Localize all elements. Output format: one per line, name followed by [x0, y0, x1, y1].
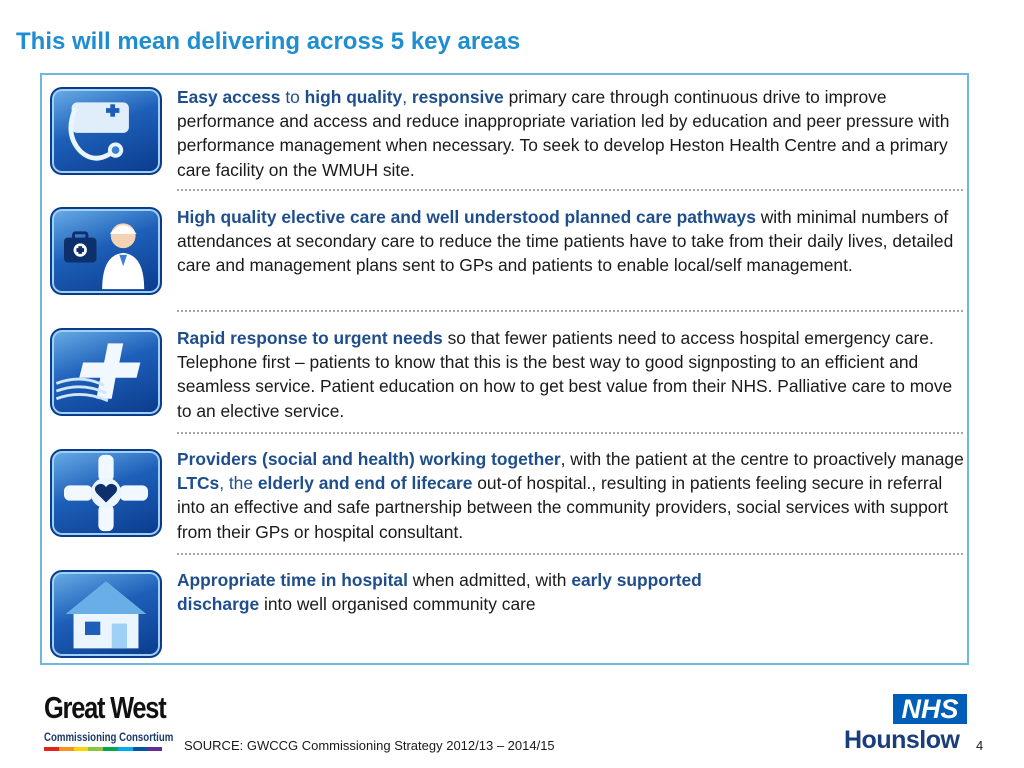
- body-text: primary care through continuous drive to improve performance and access and reduce inappropriate variation led by education and peer pressure with performance management when necessary. To seek to develop Heston Health Centre and a primary care facility on the WMUH site.: [177, 87, 950, 180]
- area-text-2: [177, 205, 967, 278]
- page-title: This will mean delivering across 5 key areas: [16, 28, 521, 55]
- highlight-text: early supported: [571, 570, 702, 590]
- highlight-text: high quality: [304, 87, 403, 107]
- area-text-1: [177, 85, 967, 182]
- page-number: 4: [976, 738, 984, 753]
- stethoscope-icon: [50, 87, 162, 175]
- body-text: into well organised community care: [259, 594, 536, 615]
- body-text: , the: [219, 473, 258, 494]
- color-bar-segment: [133, 747, 148, 751]
- body-text: ,: [402, 87, 412, 107]
- hands-heart-icon: [50, 449, 162, 537]
- nhs-org-name: Hounslow: [844, 726, 960, 754]
- highlight-text: Appropriate time in hospital: [177, 570, 408, 590]
- area-text-3: [177, 326, 967, 423]
- doctor-kit-icon: [50, 207, 162, 295]
- color-bar-segment: [118, 747, 133, 751]
- color-bar-segment: [88, 747, 103, 751]
- highlight-text: High quality elective care and well understood planned care pathways: [177, 207, 756, 227]
- color-bar-segment: [103, 747, 118, 751]
- highlight-text: elderly and end of lifecare: [257, 473, 473, 494]
- color-bar-segment: [44, 747, 59, 751]
- body-text: when admitted, with: [407, 570, 572, 590]
- great-west-logo: [44, 692, 174, 762]
- highlight-text: Easy access: [177, 87, 281, 107]
- body-text: to: [280, 87, 305, 107]
- great-west-title: Great West: [44, 690, 166, 725]
- highlight-text: Rapid response to urgent needs: [177, 328, 443, 348]
- divider: [177, 553, 963, 555]
- great-west-color-bar: [44, 747, 162, 751]
- body-text: , with the patient at the centre to proactively manage: [560, 449, 964, 469]
- color-bar-segment: [59, 747, 74, 751]
- highlight-text: discharge: [177, 594, 260, 615]
- highlight-text: LTCs: [177, 473, 220, 494]
- color-bar-segment: [147, 747, 162, 751]
- key-areas-panel: [40, 73, 969, 665]
- medical-cross-icon: [50, 328, 162, 416]
- house-icon: [50, 570, 162, 658]
- nhs-logo: NHS: [893, 694, 967, 724]
- great-west-subtitle: Commissioning Consortium: [44, 732, 174, 744]
- divider: [177, 310, 963, 312]
- area-text-5: [177, 568, 967, 616]
- body-text: with minimal numbers of attendances at secondary care to reduce the time patients have to take from their daily lives, detailed care and management plans sent to GPs and patients to enable local/self management.: [177, 207, 954, 276]
- highlight-text: Providers (social and health) working together: [177, 449, 561, 469]
- divider: [177, 432, 963, 434]
- body-text: out-of hospital., resulting in patients feeling secure in referral into an effective and safe partnership between the community providers, social services with support from their GPs or hospital consultant.: [177, 473, 949, 542]
- source-note: SOURCE: GWCCG Commissioning Strategy 2012/13 – 2014/15: [184, 738, 555, 753]
- divider: [177, 189, 963, 191]
- body-text: so that fewer patients need to access hospital emergency care. Telephone first – patients to know that this is the best way to good signposting to an efficient and seamless service. Patient education on how to get best value from their NHS. Palliative care to move to an elective service.: [177, 328, 953, 421]
- color-bar-segment: [74, 747, 89, 751]
- area-text-4: [177, 447, 967, 544]
- highlight-text: responsive: [411, 87, 504, 107]
